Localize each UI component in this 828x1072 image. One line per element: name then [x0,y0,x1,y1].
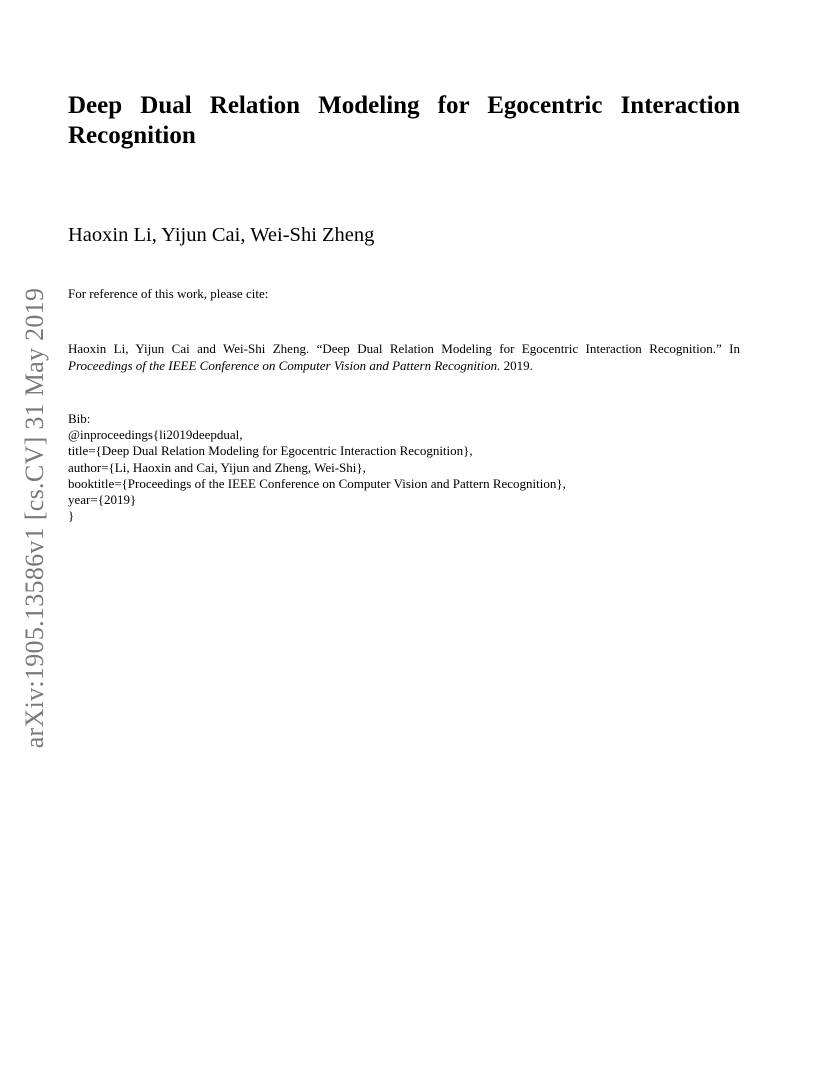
bibtex-block [68,411,566,524]
bib-line: author={Li, Haoxin and Cai, Yijun and Zheng, Wei-Shi}, [68,459,366,475]
bib-heading: Bib: [68,411,91,426]
bib-line: @inproceedings{li2019deepdual, [68,427,243,443]
reference [68,340,740,374]
arxiv-stamp: arXiv:1905.13586v1 [cs.CV] 31 May 2019 [20,287,49,749]
author-list: Haoxin Li, Yijun Cai, Wei-Shi Zheng [68,224,375,246]
reference-year: 2019. [503,358,533,373]
page-title: Deep Dual Relation Modeling for Egocentric Interaction Recognition [68,92,740,149]
cite-intro: For reference of this work, please cite: [68,286,269,301]
bib-line: booktitle={Proceedings of the IEEE Conference on Computer Vision and Pattern Recognition}, [68,475,566,491]
reference-authors-title: Haoxin Li, Yijun Cai and Wei-Shi Zheng. “Deep Dual Relation Modeling for Egocentric Interaction Recognition.” In [68,341,740,356]
bib-line: year={2019} [68,492,137,508]
bib-line: title={Deep Dual Relation Modeling for Egocentric Interaction Recognition}, [68,443,473,459]
reference-venue: Proceedings of the IEEE Conference on Computer Vision and Pattern Recognition. [68,358,501,373]
bib-line: } [68,508,75,524]
